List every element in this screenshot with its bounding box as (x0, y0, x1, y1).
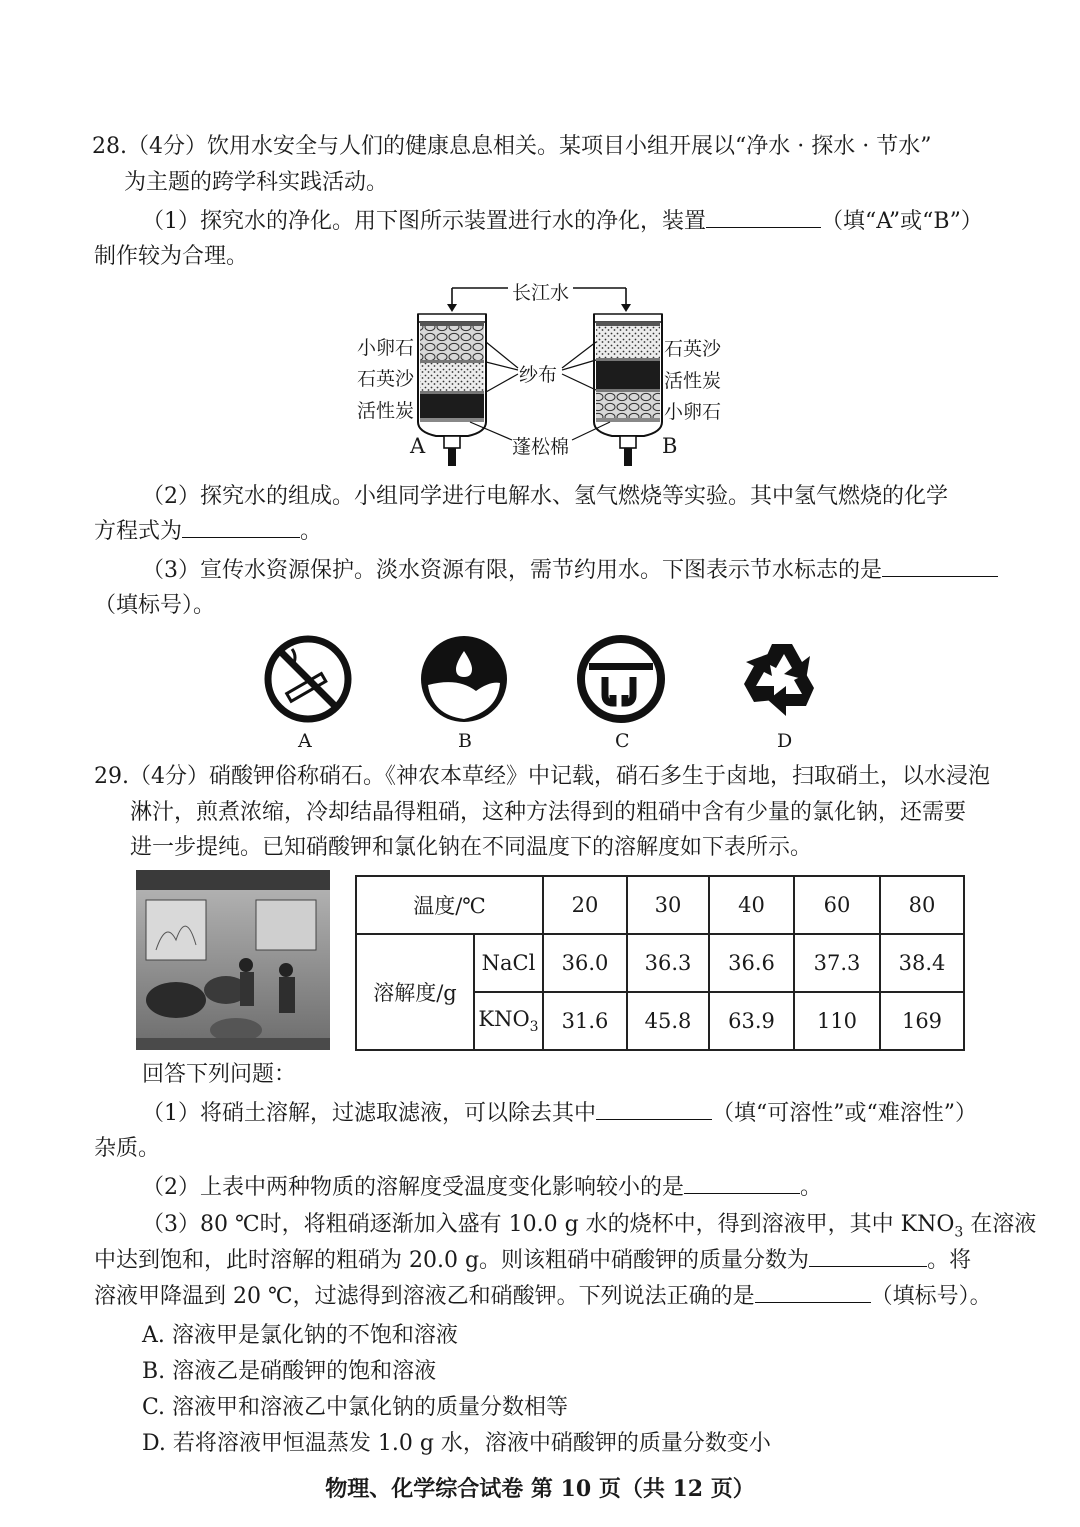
q29-option-b[interactable]: B. 溶液乙是硝酸钾的饱和溶液 (142, 1359, 437, 1384)
q29-stem-line3: 进一步提纯。已知硝酸钾和氯化钠在不同温度下的溶解度如下表所示。 (130, 835, 813, 860)
label-device-b: B (662, 434, 678, 458)
q28-part1-line1: （1）探究水的净化。用下图所示装置进行水的净化，装置 （填“A”或“B”） (142, 209, 983, 234)
q29-part1-blank[interactable] (596, 1099, 712, 1120)
label-a-layer2: 石英沙 (357, 368, 415, 390)
table-temp-cell: 80 (880, 876, 964, 934)
table-header-temperature: 温度/℃ (356, 876, 543, 934)
q29-part3-line2: 中达到饱和，此时溶解的粗硝为 20.0 g。则该粗硝中硝酸钾的质量分数为 。将 (94, 1248, 972, 1273)
q29-option-c[interactable]: C. 溶液甲和溶液乙中氯化钠的质量分数相等 (142, 1395, 569, 1420)
sign-c-icon (575, 633, 667, 725)
q29-part3-line1: （3）80 ℃时，将粗硝逐渐加入盛有 10.0 g 水的烧杯中，得到溶液甲，其中 $KNO_3$ 在溶液 (142, 1212, 1037, 1241)
q28-part3-line1: （3）宣传水资源保护。淡水资源有限，需节约用水。下图表示节水标志的是 (142, 556, 998, 586)
q29-part2: （2）上表中两种物质的溶解度受温度变化影响较小的是 。 (142, 1175, 823, 1200)
sign-label-d: D (777, 730, 793, 752)
q29-option-d[interactable]: D. 若将溶液甲恒温蒸发 1.0 g 水，溶液中硝酸钾的质量分数变小 (142, 1431, 771, 1456)
table-cell: 169 (880, 992, 964, 1050)
table-temp-cell: 60 (794, 876, 880, 934)
table-cell: 36.3 (627, 934, 709, 992)
arrow-down-icon (447, 304, 457, 312)
label-b-layer2: 活性炭 (664, 370, 722, 392)
table-cell: 45.8 (627, 992, 709, 1050)
q29-part3-line3: 溶液甲降温到 20 ℃，过滤得到溶液乙和硝酸钾。下列说法正确的是 （填标号）。 (94, 1284, 992, 1309)
label-yangtze-water: 长江水 (508, 278, 573, 305)
table-temp-cell: 30 (627, 876, 709, 934)
page-footer: 物理、化学综合试卷 第 10 页（共 12 页） (325, 1476, 755, 1502)
table-cell: 37.3 (794, 934, 880, 992)
q29-part3-blank2[interactable] (755, 1282, 871, 1303)
recycle-sign-icon (736, 630, 832, 726)
q28-part1-line2: 制作较为合理。 (94, 244, 249, 269)
q28-part2-blank[interactable] (182, 517, 300, 538)
arrow-down-icon (621, 304, 631, 312)
sign-label-c: C (615, 730, 630, 752)
label-a-layer1: 小卵石 (357, 337, 415, 359)
table-cell: 38.4 (880, 934, 964, 992)
q29-part1-line2: 杂质。 (94, 1136, 161, 1161)
table-cell: 36.6 (709, 934, 794, 992)
q29-part3-blank1[interactable] (809, 1246, 927, 1267)
q29-part2-blank[interactable] (684, 1173, 800, 1194)
table-cell: 31.6 (543, 992, 627, 1050)
q29-option-a[interactable]: A. 溶液甲是氯化钠的不饱和溶液 (142, 1323, 458, 1348)
q29-answer-intro: 回答下列问题： (142, 1062, 297, 1087)
table-temp-cell: 40 (709, 876, 794, 934)
table-row-label-kno3: $KNO_3$ (474, 992, 543, 1050)
table-row-label-nacl: NaCl (474, 934, 543, 992)
q28-part3-blank[interactable] (882, 556, 998, 577)
solubility-table (355, 875, 965, 1051)
label-device-a: A (410, 434, 426, 458)
historical-illustration (136, 870, 330, 1050)
q29-stem-line2: 淋汁，煎煮浓缩，冷却结晶得粗硝，这种方法得到的粗硝中含有少量的氯化钠，还需要 (130, 800, 967, 825)
filter-device-a (418, 314, 486, 466)
label-cotton: 蓬松棉 (512, 436, 570, 458)
q28-part1-blank[interactable] (706, 207, 821, 228)
q28-stem-line1: 28.（4分）饮用水安全与人们的健康息息相关。某项目小组开展以“净水 · 探水 · 节水” (92, 134, 932, 159)
filter-device-b (594, 314, 662, 466)
table-cell: 63.9 (709, 992, 794, 1050)
q29-stem-line1: 29.（4分）硝酸钾俗称硝石。《神农本草经》中记载，硝石多生于卤地，扫取硝土，以水浸泡 (94, 764, 990, 789)
water-saving-sign-icon (418, 633, 510, 725)
q28-part3-line2: （填标号）。 (94, 593, 216, 618)
no-smoking-sign-icon (262, 633, 354, 725)
table-cell: 110 (794, 992, 880, 1050)
q29-part1-line1: （1）将硝土溶解，过滤取滤液，可以除去其中 （填“可溶性”或“难溶性”） (142, 1101, 977, 1126)
q28-part2-line2: 方程式为 。 (94, 519, 323, 544)
table-temp-cell: 20 (543, 876, 627, 934)
label-b-layer1: 石英沙 (664, 338, 722, 360)
q28-part2-line1: （2）探究水的组成。小组同学进行电解水、氢气燃烧等实验。其中氢气燃烧的化学 (142, 484, 948, 509)
label-b-layer3: 小卵石 (664, 401, 722, 423)
q28-stem-line2: 为主题的跨学科实践活动。 (124, 170, 389, 195)
label-a-layer3: 活性炭 (357, 400, 415, 422)
table-cell: 36.0 (543, 934, 627, 992)
label-gauze: 纱布 (519, 364, 558, 386)
table-header-solubility: 溶解度/g (356, 934, 474, 1050)
sign-label-b: B (458, 730, 472, 752)
sign-label-a: A (298, 730, 312, 752)
